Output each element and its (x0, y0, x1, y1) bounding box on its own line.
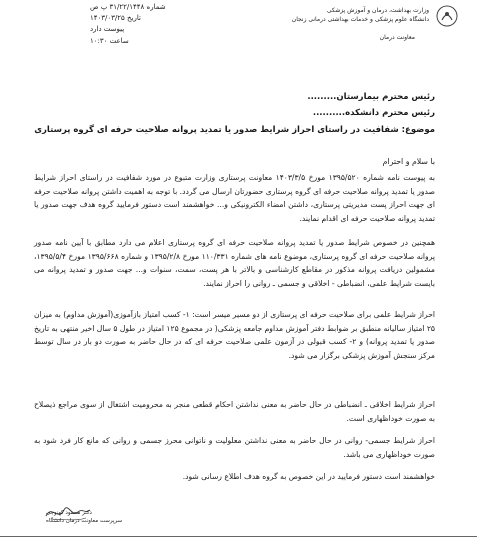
org-line-1: وزارت بهداشت، درمان و آموزش پزشکی (326, 7, 429, 14)
letter-attachment: پیوست دارد (90, 25, 125, 33)
bottom-divider (0, 536, 477, 537)
org-line-3: معاونت درمان (379, 34, 415, 41)
paragraph-text: احراز شرایط علمی برای صلاحیت حرفه ای پرستاری از دو مسیر میسر است: ۱- کسب امتیاز بازآموزی(آموزش مداوم) به میزان ۲۵ امتیاز سالیانه منطبق بر ضوابط دفتر آموزش مداوم جامعه پزشکی( در مجموع ۱۲۵ امتیاز در طول ۵ سال اخیر منتهی به تاریخ صدور یا تمدید پروانه) و ۲- کسب قبولی در آزمون علمی صلاحیت حرفه ای که در حال حاضر به صورت دو بار در سال توسط مرکز سنجش آموزش پزشکی برگزار می شود. (34, 310, 435, 360)
paragraph-text: به پیوست نامه شماره ۱۳۹۵/۵۲۰ مورخ ۱۴۰۳/۳/۵ معاونت پرستاری وزارت متبوع در مورد شفافیت در راستای احراز شرایط صدور یا تمدید پروانه صلاحیت حرفه ای گروه پرستاری حضورتان ارسال می گردد. با توجه به اهمیت داشتن پروانه صلاحیت حرفه ای جهت احراز پست مدیریتی پرستاری، داشتن امضاء الکترونیکی و... خواهشمند است دستور فرمایید گروه هدف جهت صدور یا تمدید پروانه صلاحیت حرفه ای اقدام نمایند. (34, 173, 436, 223)
letter-time: ساعت ۱۰:۳۰ (90, 37, 129, 45)
body-paragraph-3 (34, 308, 435, 362)
letter-date: تاریخ ۱۴۰۳/۰۳/۲۵ (90, 14, 141, 22)
letter-subject: موضوع: شفافیت در راستای احراز شرایط صدور یا تمدید پروانه صلاحیت حرفه ای گروه پرستاری (34, 125, 435, 135)
body-paragraph-1 (34, 171, 435, 225)
addressee-faculty: رئیس محترم دانشکده.......... (312, 108, 435, 118)
letter-number: شماره ۳۱/۲۲/۱۴۴۸ پ ص (90, 3, 166, 11)
paragraph-text: احراز شرایط جسمی- روانی در حال حاضر به معنی نداشتن معلولیت و ناتوانی محرز جسمی و روانی که مانع کار فرد شود به صورت خوداظهاری می باشد. (34, 436, 435, 459)
org-line-2: دانشگاه علوم پزشکی و خدمات بهداشتی درمانی زنجان (291, 16, 429, 23)
paragraph-text: همچنین در خصوص شرایط صدور یا تمدید پروانه صلاحیت حرفه ای گروه پرستاری اعلام می دارد مطابق با آیین نامه صدور پروانه صلاحیت حرفه ای گروه پرستاری، موضوع نامه های شماره ۱۱۰/۳۳۱ مورخ ۱۳۹۵/۲/۸ و شماره ۱۳۹۵/۶۶۸ مورخ ۱۳۹۵/۵/۴، مشمولین دریافت پروانه مذکور در مقاطع کارشناسی و بالاتر با هر پست، سمت، سنوات و... جهت صدور و تمدید پروانه می بایست شرایط علمی، انضباطی - اخلاقی و جسمی ـ روانی را احراز نمایند. (34, 238, 436, 288)
addressee-hospital: رئیس محترم بیمارستان......... (307, 92, 435, 102)
body-paragraph-5 (34, 434, 435, 461)
paragraph-text: خواهشمند است دستور فرمایید در این خصوص به گروه هدف اطلاع رسانی شود. (182, 472, 435, 481)
body-paragraph-2 (34, 236, 435, 290)
ministry-emblem-icon (432, 4, 462, 28)
body-paragraph-6 (34, 470, 435, 484)
paragraph-text: احراز شرایط اخلاقی ـ انضباطی در حال حاضر به معنی نداشتن احکام قطعی منجر به محرومیت اشتغال از سوی مراجع ذیصلاح به صورت خوداظهاری است. (34, 400, 435, 423)
salutation: با سلام و احترام (382, 157, 435, 166)
signer-title: سرپرست معاونت درمان دانشگاه (46, 518, 123, 524)
signer-name: دکتر محمود کهنوجی (46, 510, 92, 516)
body-paragraph-4 (34, 398, 435, 425)
